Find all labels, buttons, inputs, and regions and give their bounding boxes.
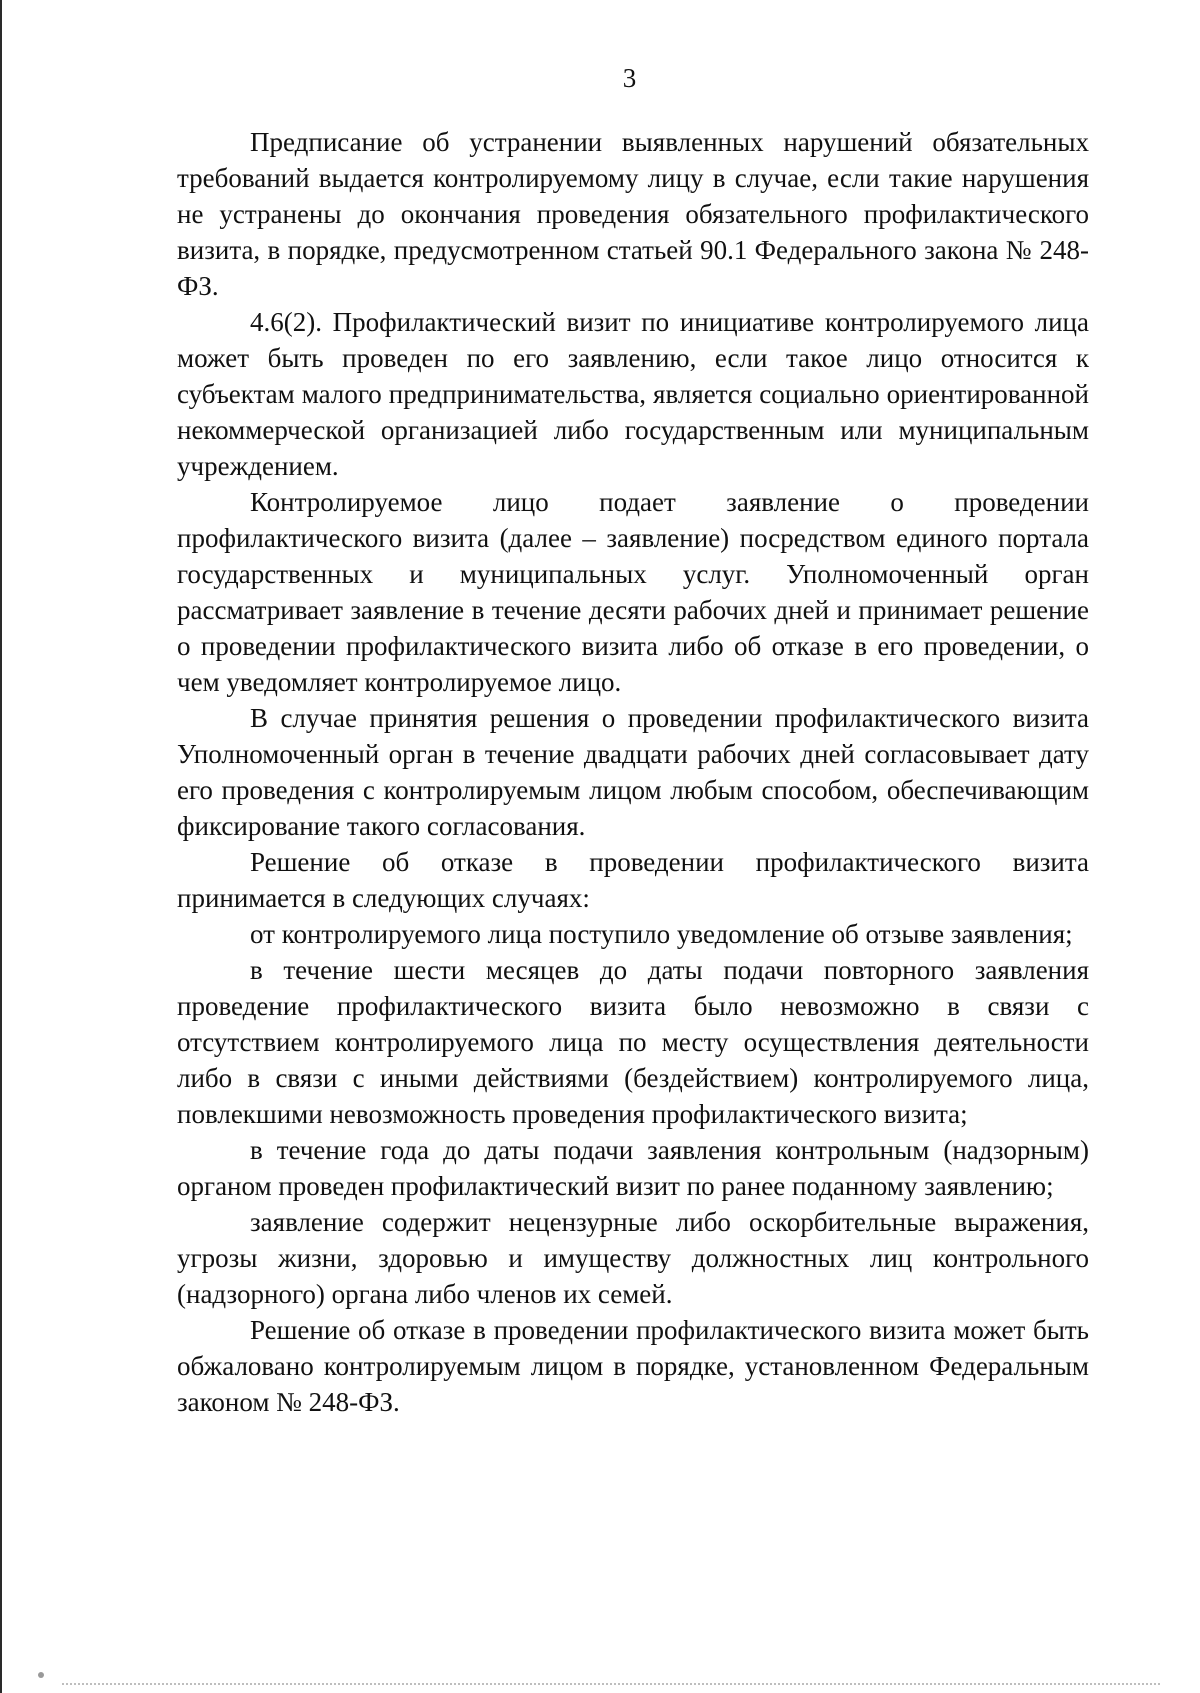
paragraph-application-submission: Контролируемое лицо подает заявление о проведении профилактического визита (далее – заявление) посредством единого портала государственных и муниципальных услуг. Уполномоченный орган рассматривает заявление в течение десяти рабочих дней и принимает решение о проведении профилактического визита либо об отказе в его проведении, о чем уведомляет контролируемое лицо. (177, 487, 1089, 697)
document-body (177, 124, 1089, 1420)
paragraph-refusal-case-withdrawal: от контролируемого лица поступило уведомление об отзыве заявления; (250, 919, 1073, 949)
paragraph-refusal-case-absence: в течение шести месяцев до даты подачи повторного заявления проведение профилактического визита было невозможно в связи с отсутствием контролируемого лица по месту осуществления деятельности либо в связи с иными действиями (бездействием) контролируемого лица, повлекшими невозможность проведения профилактического визита; (177, 955, 1089, 1129)
paragraph-appeal: Решение об отказе в проведении профилактического визита может быть обжаловано контролируемым лицом в порядке, установленном Федеральным законом № 248-ФЗ. (177, 1315, 1089, 1417)
paragraph-refusal-cases: Решение об отказе в проведении профилактического визита принимается в следующих случаях: (177, 847, 1089, 913)
paragraph-prescription: Предписание об устранении выявленных нарушений обязательных требований выдается контролируемому лицу в случае, если такие нарушения не устранены до окончания проведения обязательного профилактического визита, в порядке, предусмотренном статьей 90.1 Федерального закона № 248-ФЗ. (177, 127, 1089, 301)
scan-mark (38, 1672, 44, 1678)
page-number: 3 (622, 63, 637, 93)
paragraph-refusal-case-prior-visit: в течение года до даты подачи заявления контрольным (надзорным) органом проведен профилактический визит по ранее поданному заявлению; (177, 1135, 1089, 1201)
paragraph-4-6-2: 4.6(2). Профилактический визит по инициативе контролируемого лица может быть проведен по его заявлению, если такое лицо относится к субъектам малого предпринимательства, является социально ориентированной некоммерческой организацией либо государственным или муниципальным учреждением. (177, 307, 1089, 481)
paragraph-visit-agreement: В случае принятия решения о проведении профилактического визита Уполномоченный орган в течение двадцати рабочих дней согласовывает дату его проведения с контролируемым лицом любым способом, обеспечивающим фиксирование такого согласования. (177, 703, 1089, 841)
paragraph-refusal-case-obscene: заявление содержит нецензурные либо оскорбительные выражения, угрозы жизни, здоровью и имуществу должностных лиц контрольного (надзорного) органа либо членов их семей. (177, 1207, 1089, 1309)
scan-edge-dots (62, 1683, 1160, 1688)
